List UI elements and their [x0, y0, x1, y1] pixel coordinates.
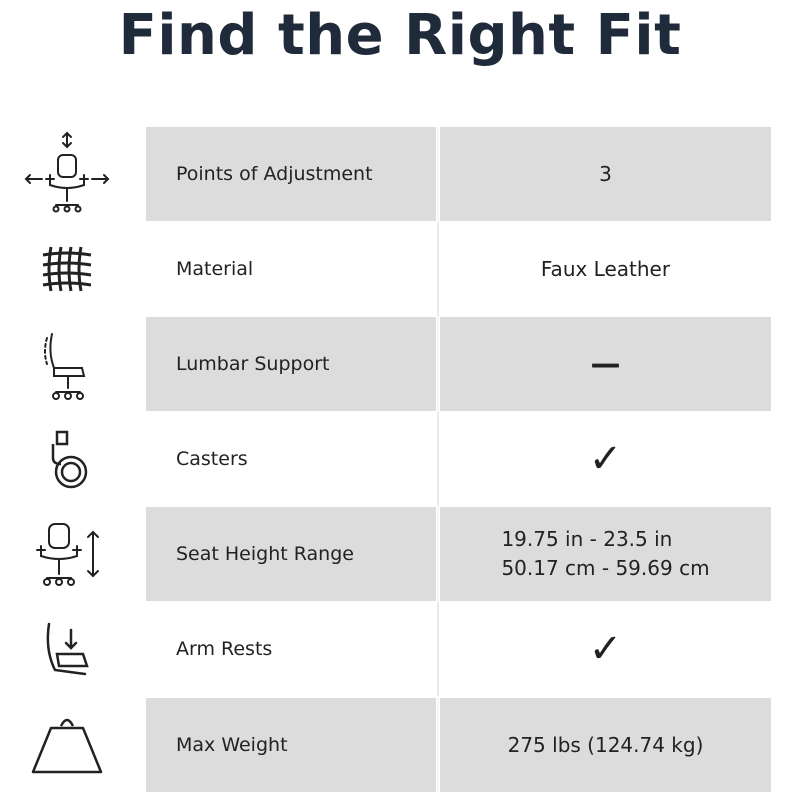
column-divider [437, 412, 439, 506]
chair-adjust-icon [22, 130, 112, 218]
weight-icon [22, 701, 112, 789]
spec-label: Arm Rests [176, 638, 273, 660]
spec-label: Material [176, 258, 254, 280]
page-title: Find the Right Fit [118, 3, 682, 68]
spec-row-casters [0, 412, 800, 506]
seat-height-cm: 50.17 cm - 59.69 cm [501, 556, 710, 580]
column-divider [437, 317, 439, 411]
armrest-icon [22, 605, 112, 693]
spec-label: Casters [176, 448, 248, 470]
caster-wheel-icon [22, 415, 112, 503]
seat-height-inches: 19.75 in - 23.5 in [501, 527, 673, 551]
column-divider [437, 507, 439, 601]
lumbar-chair-icon [22, 320, 112, 408]
spec-row-material [0, 222, 800, 316]
spec-row-max-weight [0, 698, 800, 792]
spec-value: 275 lbs (124.74 kg) [440, 698, 771, 792]
spec-row-arm-rests [0, 602, 800, 696]
spec-label: Seat Height Range [146, 507, 436, 601]
spec-label: Lumbar Support [146, 317, 436, 411]
spec-value: Faux Leather [540, 257, 671, 281]
mesh-material-icon [22, 225, 112, 313]
spec-value: — [440, 317, 771, 411]
checkmark-icon: ✓ [588, 436, 623, 482]
spec-row-points-of-adjustment [0, 127, 800, 221]
column-divider [437, 602, 439, 696]
spec-row-seat-height-range [0, 507, 800, 601]
column-divider [437, 698, 439, 792]
checkmark-icon: ✓ [588, 626, 623, 672]
spec-row-lumbar-support [0, 317, 800, 411]
column-divider [437, 127, 439, 221]
column-divider [437, 222, 439, 316]
spec-label: Points of Adjustment [146, 127, 436, 221]
spec-label: Max Weight [146, 698, 436, 792]
seat-height-icon [22, 510, 112, 598]
seat-height-values [501, 525, 709, 583]
spec-value [440, 507, 771, 601]
spec-value: 3 [440, 127, 771, 221]
